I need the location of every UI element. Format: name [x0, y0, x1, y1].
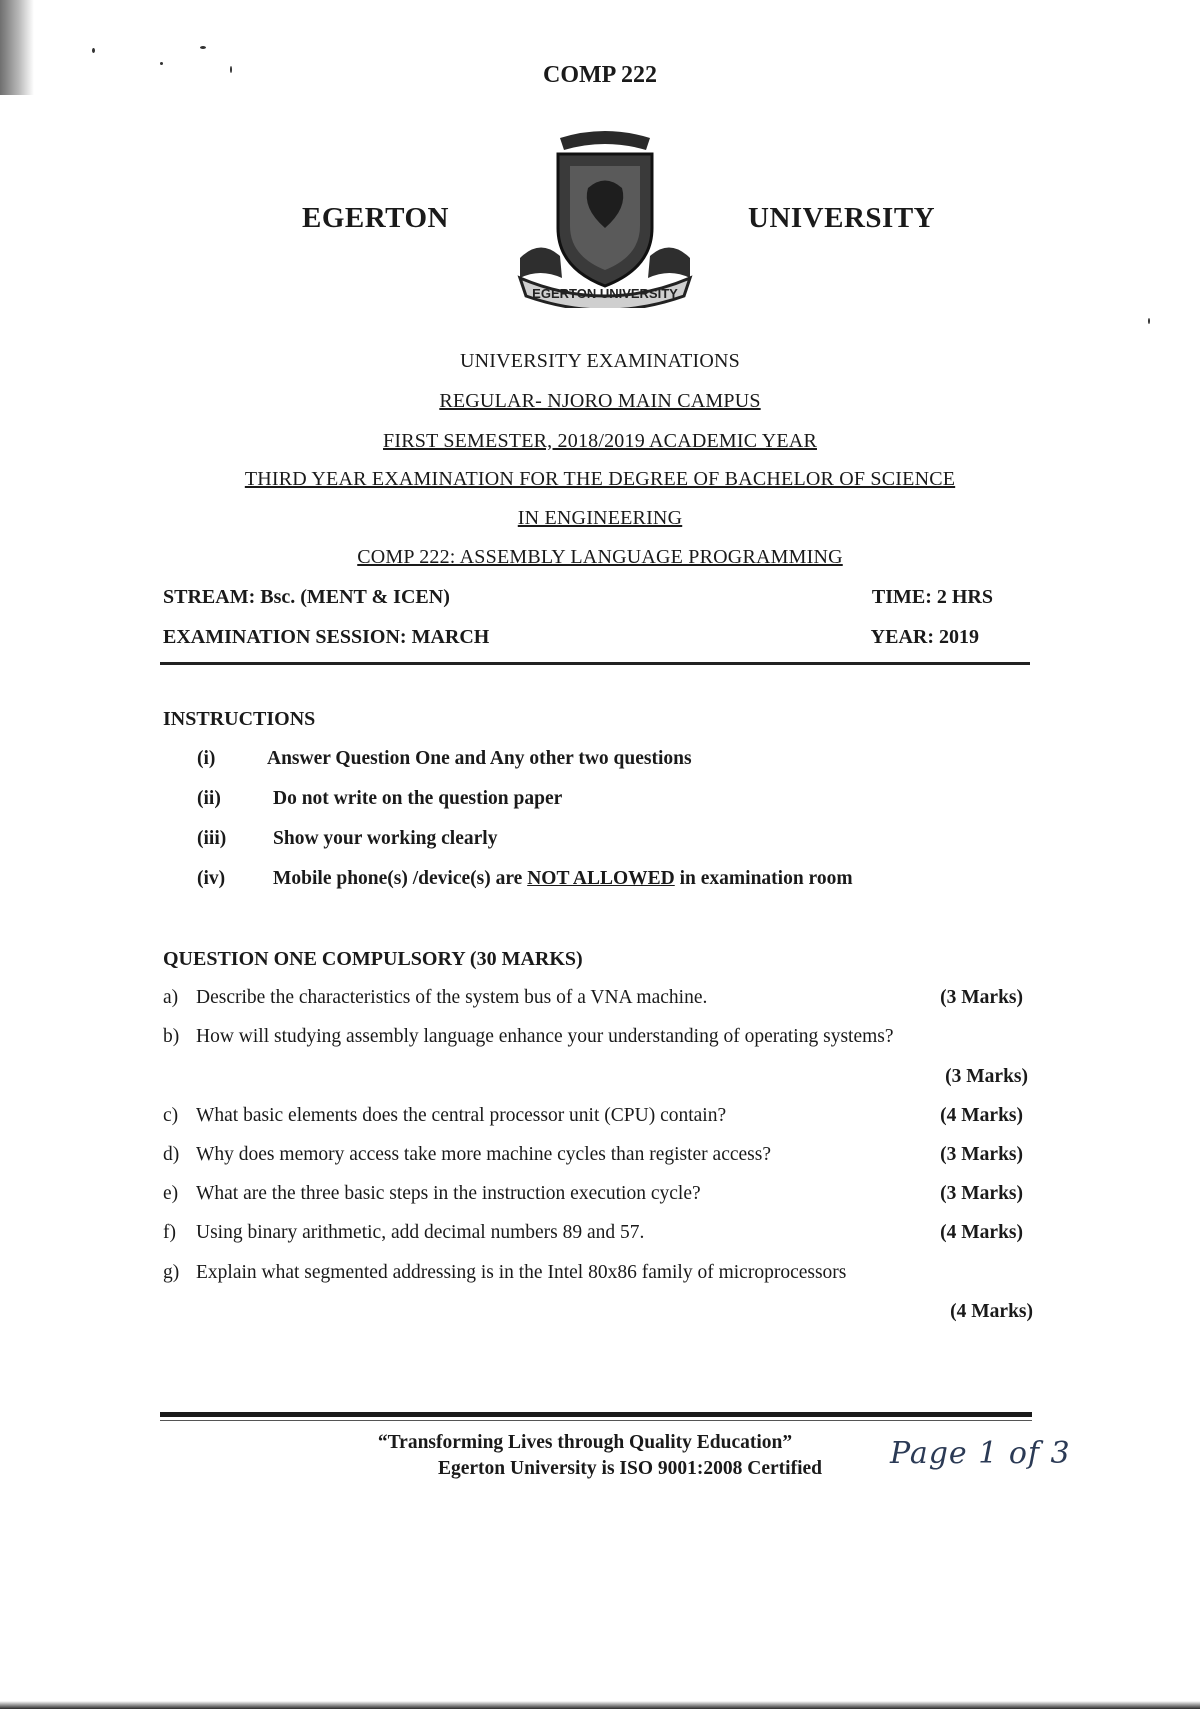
question-text: Why does memory access take more machine cycles than register access? [196, 1144, 771, 1165]
question-letter: f) [163, 1222, 176, 1243]
question-text: Using binary arithmetic, add decimal numbers 89 and 57. [196, 1222, 645, 1243]
scan-speck [92, 48, 95, 53]
certification-line: Egerton University is ISO 9001:2008 Certified [437, 1458, 822, 1479]
question-one-heading: QUESTION ONE COMPULSORY (30 MARKS) [163, 948, 583, 970]
question-letter: e) [163, 1183, 179, 1204]
footer-divider-thin [160, 1420, 1032, 1421]
instruction-text: Do not write on the question paper [273, 788, 563, 809]
instruction-number: (iii) [197, 828, 227, 849]
course-code-header: COMP 222 [543, 62, 657, 88]
question-marks: (4 Marks) [940, 1105, 1023, 1126]
instruction-text: Answer Question One and Any other two questions [267, 748, 692, 769]
exam-degree-line: THIRD YEAR EXAMINATION FOR THE DEGREE OF BACHELOR OF SCIENCE [244, 468, 956, 490]
question-marks: (3 Marks) [940, 1144, 1023, 1165]
question-marks: (3 Marks) [940, 987, 1023, 1008]
instruction-number: (i) [197, 748, 216, 769]
instructions-heading: INSTRUCTIONS [163, 708, 316, 730]
year-label: YEAR: 2019 [870, 626, 979, 648]
scan-bottom-edge [0, 1701, 1200, 1709]
exam-field-line: IN ENGINEERING [517, 507, 683, 529]
footer-divider-thick [160, 1412, 1032, 1417]
question-text: What are the three basic steps in the instruction execution cycle? [196, 1183, 701, 1204]
university-name-right: UNIVERSITY [748, 202, 936, 234]
question-text: How will studying assembly language enhance your understanding of operating systems? [196, 1026, 894, 1047]
question-letter: b) [163, 1026, 180, 1047]
session-label: EXAMINATION SESSION: MARCH [163, 626, 490, 648]
question-marks: (3 Marks) [945, 1066, 1028, 1087]
header-divider [160, 662, 1030, 665]
handwritten-page-number: Page 1 of 3 [890, 1436, 1071, 1471]
question-letter: c) [163, 1105, 179, 1126]
instruction-text: Show your working clearly [273, 828, 498, 849]
scan-speck [1148, 318, 1150, 324]
motto-line: “Transforming Lives through Quality Education” [377, 1432, 793, 1453]
question-marks: (4 Marks) [940, 1222, 1023, 1243]
scan-speck [200, 46, 206, 49]
exam-campus-line: REGULAR- NJORO MAIN CAMPUS [439, 390, 761, 412]
question-text: What basic elements does the central processor unit (CPU) contain? [196, 1105, 727, 1126]
question-marks: (3 Marks) [940, 1183, 1023, 1204]
question-letter: d) [163, 1144, 180, 1165]
not-allowed-emphasis: NOT ALLOWED [527, 868, 675, 889]
crest-ribbon-text: EGERTON UNIVERSITY [532, 286, 678, 301]
university-crest-icon [500, 128, 710, 308]
footer-motto [330, 1430, 890, 1482]
question-letter: g) [163, 1262, 180, 1283]
question-text: Explain what segmented addressing is in the Intel 80x86 family of microprocessors [196, 1262, 847, 1283]
question-text: Describe the characteristics of the system bus of a VNA machine. [196, 987, 708, 1008]
question-marks: (4 Marks) [950, 1301, 1033, 1322]
university-name-left: EGERTON [302, 202, 449, 234]
question-letter: a) [163, 987, 179, 1008]
stream-label: STREAM: Bsc. (MENT & ICEN) [163, 586, 450, 608]
instruction-text [273, 868, 853, 890]
instruction-number: (iv) [197, 868, 226, 889]
instruction-text-end: in examination room [674, 868, 853, 889]
exam-semester-line: FIRST SEMESTER, 2018/2019 ACADEMIC YEAR [383, 430, 817, 452]
exam-title-line: UNIVERSITY EXAMINATIONS [460, 350, 740, 372]
exam-course-line: COMP 222: ASSEMBLY LANGUAGE PROGRAMMING [357, 546, 843, 568]
instruction-text-start: Mobile phone(s) /device(s) are [273, 868, 528, 889]
time-label: TIME: 2 HRS [871, 586, 993, 608]
instruction-number: (ii) [197, 788, 221, 809]
